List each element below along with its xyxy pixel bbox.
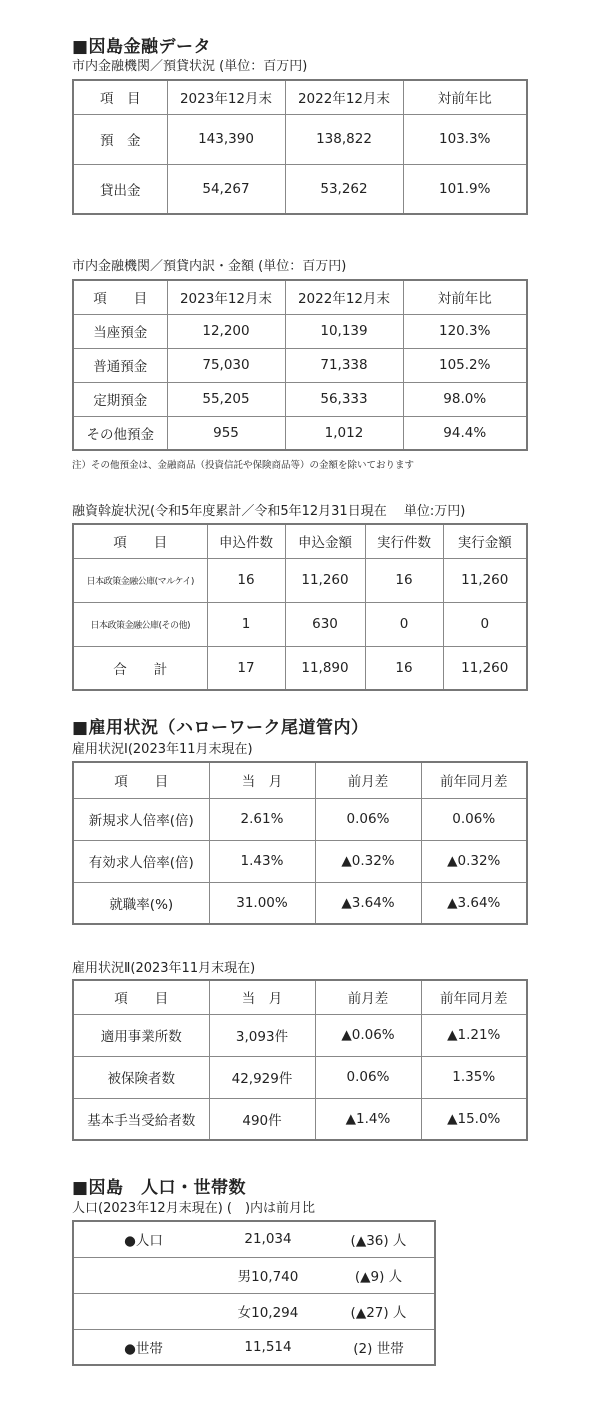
table-cell: 11,890: [285, 646, 365, 690]
row-label: 基本手当受給者数: [73, 1098, 209, 1140]
header-cell: 前月差: [315, 980, 421, 1014]
table-header-row: [73, 280, 527, 314]
header-cell: 前月差: [315, 762, 421, 798]
header-cell: 実行件数: [365, 524, 443, 558]
row-label: 当座預金: [73, 314, 167, 348]
population-change: (▲9) 人: [323, 1257, 435, 1293]
loan-mediation-table: [72, 523, 528, 691]
table-cell: 16: [365, 646, 443, 690]
population-value: 男10,740: [213, 1257, 323, 1293]
table-row: [73, 1293, 435, 1329]
row-label: 定期預金: [73, 382, 167, 416]
row-label: 就職率(%): [73, 882, 209, 924]
row-label: 合 計: [73, 646, 207, 690]
finance-table1-caption: 市内金融機関／預貸状況 (単位：百万円): [72, 59, 308, 74]
header-cell: 当 月: [209, 980, 315, 1014]
table-header-row: [73, 524, 527, 558]
table-cell: 101.9%: [403, 164, 527, 214]
table-cell: 0.06%: [421, 798, 527, 840]
table-cell: 103.3%: [403, 114, 527, 164]
finance-table3-caption: 融資斡旋状況(令和5年度累計／令和5年12月31日現在 単位:万円): [72, 504, 466, 519]
row-label: 被保険者数: [73, 1056, 209, 1098]
row-label: 日本政策金融公庫(マルケイ): [73, 558, 207, 602]
table-row: [73, 1014, 527, 1056]
population-label: [73, 1257, 213, 1293]
employment-table1-caption: 雇用状況Ⅰ(2023年11月末現在): [72, 742, 253, 757]
table-cell: ▲0.06%: [315, 1014, 421, 1056]
row-label: 適用事業所数: [73, 1014, 209, 1056]
table-cell: ▲0.32%: [315, 840, 421, 882]
population-change: (▲27) 人: [323, 1293, 435, 1329]
header-cell: 前年同月差: [421, 980, 527, 1014]
population-label: [73, 1293, 213, 1329]
population-label: ●人口: [73, 1221, 213, 1257]
population-value: 11,514: [244, 1338, 292, 1355]
employment-table-2: [72, 979, 528, 1141]
header-cell: 項 目: [73, 80, 167, 114]
table-cell: 955: [167, 416, 285, 450]
table-cell: ▲3.64%: [421, 882, 527, 924]
row-label: 有効求人倍率(倍): [73, 840, 209, 882]
deposit-breakdown-table: [72, 279, 528, 451]
employment-heading: ■雇用状況（ハローワーク尾道管内）: [72, 718, 369, 738]
header-cell: 2023年12月末: [167, 80, 285, 114]
table-cell: 12,200: [167, 314, 285, 348]
employment-table2-caption: 雇用状況Ⅱ(2023年11月末現在): [72, 961, 256, 976]
table-cell: 143,390: [167, 114, 285, 164]
table-row: [73, 1098, 527, 1140]
table-row: [73, 882, 527, 924]
table-cell: 105.2%: [403, 348, 527, 382]
row-label: 普通預金: [73, 348, 167, 382]
table-header-row: [73, 980, 527, 1014]
table-cell: 10,139: [285, 314, 403, 348]
table-cell: 1,012: [285, 416, 403, 450]
table-cell: 16: [365, 558, 443, 602]
table-cell: 0: [443, 602, 527, 646]
table-cell: ▲3.64%: [315, 882, 421, 924]
population-change: (▲36) 人: [323, 1221, 435, 1257]
population-caption: 人口(2023年12月末現在) ( )内は前月比: [72, 1201, 316, 1216]
header-cell: 項 目: [73, 524, 207, 558]
table-cell: 53,262: [285, 164, 403, 214]
table-cell: 75,030: [167, 348, 285, 382]
finance-heading: ■因島金融データ: [72, 37, 212, 57]
table-cell: 94.4%: [403, 416, 527, 450]
header-cell: 項 目: [73, 980, 209, 1014]
table-cell: 54,267: [167, 164, 285, 214]
table-cell: 56,333: [285, 382, 403, 416]
table-cell: ▲1.21%: [421, 1014, 527, 1056]
table-cell: 1.43%: [209, 840, 315, 882]
table-cell: 490件: [209, 1098, 315, 1140]
table-row: [73, 1329, 435, 1365]
header-cell: 2022年12月末: [285, 80, 403, 114]
table-cell: 11,260: [443, 558, 527, 602]
table-row: [73, 798, 527, 840]
table-cell: 16: [207, 558, 285, 602]
table-row: [73, 1056, 527, 1098]
finance-table2-caption: 市内金融機関／預貸内訳・金額 (単位：百万円): [72, 259, 347, 274]
table-cell: ▲0.32%: [421, 840, 527, 882]
table-cell: 55,205: [167, 382, 285, 416]
table-row: [73, 114, 527, 164]
employment-table-1: [72, 761, 528, 925]
row-label: 日本政策金融公庫(その他): [73, 602, 207, 646]
header-cell: 項 目: [73, 762, 209, 798]
header-cell: 当 月: [209, 762, 315, 798]
table-row: [73, 348, 527, 382]
table-cell: 11,260: [443, 646, 527, 690]
table-cell: 0.06%: [315, 1056, 421, 1098]
header-cell: 項 目: [73, 280, 167, 314]
population-label: ●世帯: [124, 1340, 163, 1357]
table-cell: 0.06%: [315, 798, 421, 840]
header-cell: 実行金額: [443, 524, 527, 558]
table-cell: 2.61%: [209, 798, 315, 840]
table-cell: 71,338: [285, 348, 403, 382]
table-cell: 1: [207, 602, 285, 646]
table-cell: 0: [365, 602, 443, 646]
table-row: [73, 314, 527, 348]
table-cell: ▲1.4%: [315, 1098, 421, 1140]
table-cell: 31.00%: [209, 882, 315, 924]
header-cell: 対前年比: [403, 280, 527, 314]
table-row: [73, 1221, 435, 1257]
table-cell: 120.3%: [403, 314, 527, 348]
table-cell: 42,929件: [209, 1056, 315, 1098]
table-row: [73, 558, 527, 602]
header-cell: 前年同月差: [421, 762, 527, 798]
table-row: [73, 382, 527, 416]
row-label: 新規求人倍率(倍): [73, 798, 209, 840]
header-cell: 2023年12月末: [167, 280, 285, 314]
table-row: [73, 416, 527, 450]
table-cell: 138,822: [285, 114, 403, 164]
table-row: [73, 840, 527, 882]
table-cell: 98.0%: [403, 382, 527, 416]
header-cell: 申込金額: [285, 524, 365, 558]
population-change: (2) 世帯: [353, 1340, 404, 1357]
table-cell: 1.35%: [421, 1056, 527, 1098]
table-cell: 11,260: [285, 558, 365, 602]
deposit-loan-table: [72, 79, 528, 215]
table-header-row: [73, 762, 527, 798]
table-cell: 3,093件: [209, 1014, 315, 1056]
table-cell: 630: [285, 602, 365, 646]
header-cell: 対前年比: [403, 80, 527, 114]
row-label: 預 金: [73, 114, 167, 164]
table-header-row: [73, 80, 527, 114]
population-heading: ■因島 人口・世帯数: [72, 1178, 247, 1198]
table-row: [73, 646, 527, 690]
population-value: 21,034: [213, 1221, 323, 1257]
table-cell: ▲15.0%: [421, 1098, 527, 1140]
table-row: [73, 164, 527, 214]
row-label: 貸出金: [73, 164, 167, 214]
table-cell: 17: [207, 646, 285, 690]
table-row: [73, 602, 527, 646]
population-table: [72, 1220, 436, 1366]
row-label: その他預金: [73, 416, 167, 450]
table-row: [73, 1257, 435, 1293]
footnote: 注）その他預金は、金融商品（投資信託や保険商品等）の金額を除いております: [72, 460, 415, 471]
population-value: 女10,294: [213, 1293, 323, 1329]
header-cell: 2022年12月末: [285, 280, 403, 314]
header-cell: 申込件数: [207, 524, 285, 558]
